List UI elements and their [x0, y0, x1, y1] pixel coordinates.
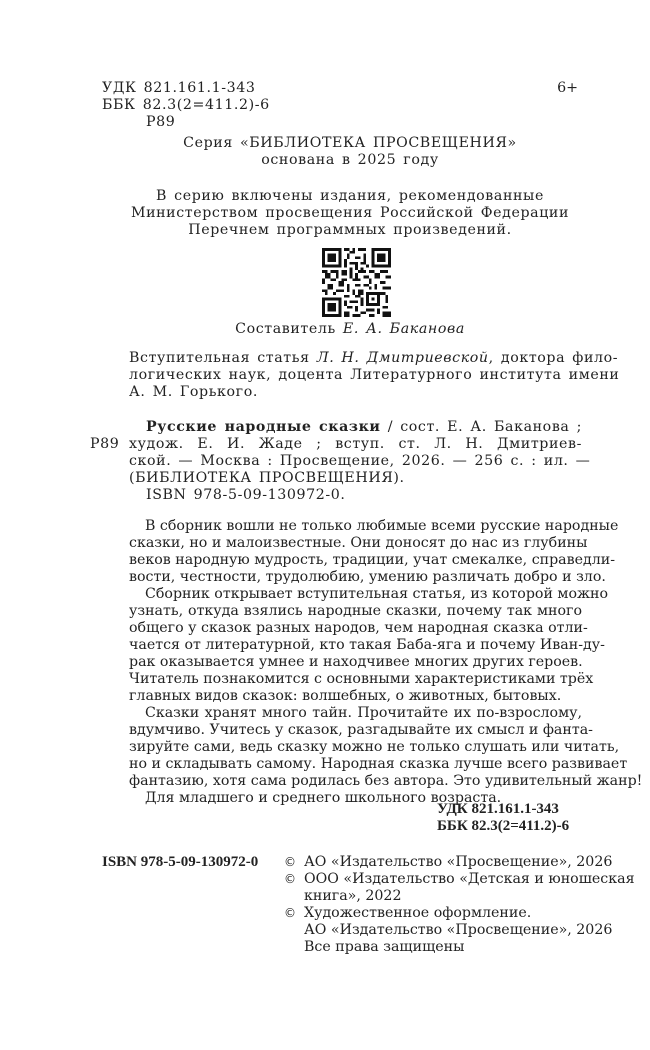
- biblio-line: / сост. Е. А. Баканова ;: [380, 419, 583, 435]
- series-info: [100, 135, 600, 169]
- author-mark-code: Р89: [90, 436, 120, 452]
- annotation-line: фантазию, хотя сама родилась без автора. Это удивительный жанр!: [129, 773, 643, 789]
- annotation-line: зируйте сами, ведь сказку можно не только слушать или читать,: [129, 739, 620, 755]
- annotation-line: вдумчиво. Учитесь у сказок, разгадывайте их смысл и фанта-: [129, 722, 593, 738]
- copyright-icon: ©: [284, 906, 296, 920]
- qr-code-icon[interactable]: [322, 248, 391, 317]
- biblio-line: ской. — Москва : Просвещение, 2026. — 256 с. : ил. —: [129, 453, 591, 469]
- bbk-code-bold: ББК 82.3(2=411.2)-6: [437, 818, 570, 834]
- annotation-line: В сборник вошли не только любимые всеми русские народные: [145, 518, 619, 534]
- recommendation-line: Министерством просвещения Российской Федерации: [130, 205, 570, 221]
- bibliographic-record: [90, 419, 591, 504]
- compiler-credit: [100, 321, 600, 338]
- annotation-line: Для младшего и среднего школьного возраста.: [145, 790, 502, 806]
- biblio-isbn: ISBN 978-5-09-130972-0.: [146, 487, 346, 503]
- annotation-line: вости, честности, трудолюбию, умению различать добро и зло.: [129, 569, 606, 585]
- copyright-line: АО «Издательство «Просвещение», 2026: [304, 922, 613, 938]
- annotation-line: но и складывать самому. Народная сказка лучше всего развивает: [129, 756, 628, 772]
- annotation-line: Читатель познакомится с основными характеристиками трёх: [129, 671, 594, 687]
- annotation-line: главных видов сказок: волшебных, о животных, бытовых.: [129, 688, 562, 704]
- annotation-line: веков народную мудрость, традиции, учат смекалке, справедли-: [129, 552, 616, 568]
- copyright-line: книга», 2022: [304, 888, 402, 904]
- annotation: [129, 518, 643, 807]
- series-founded: основана в 2025 году: [261, 152, 439, 168]
- intro-author: Л. Н. Дмитриевской: [316, 350, 489, 366]
- classification-codes: [437, 801, 569, 835]
- copyright-block: [284, 854, 635, 956]
- udk-code: УДК 821.161.1-343: [102, 80, 256, 96]
- biblio-line: (БИБЛИОТЕКА ПРОСВЕЩЕНИЯ).: [129, 470, 405, 486]
- copyright-line: ООО «Издательство «Детская и юношеская: [304, 871, 635, 887]
- annotation-line: Сборник открывает вступительная статья, из которой можно: [145, 586, 609, 602]
- compiler-label: Составитель: [235, 321, 336, 337]
- copyright-icon: ©: [284, 872, 296, 886]
- book-title: Русские народные сказки: [146, 419, 381, 435]
- annotation-line: рак оказывается умнее и находчивее многих других героев.: [129, 654, 583, 670]
- copyright-icon: ©: [284, 855, 296, 869]
- all-rights-reserved: Все права защищены: [304, 939, 465, 955]
- author-mark: Р89: [146, 114, 176, 130]
- annotation-line: узнать, откуда взялись народные сказки, почему так много: [129, 603, 582, 619]
- copyright-line: АО «Издательство «Просвещение», 2026: [304, 854, 613, 870]
- series-title: Серия «БИБЛИОТЕКА ПРОСВЕЩЕНИЯ»: [183, 135, 517, 151]
- header-classification: [102, 80, 580, 131]
- recommendation-line: Перечнем программных произведений.: [188, 222, 512, 238]
- recommendation-line: В серию включены издания, рекомендованные: [156, 188, 544, 204]
- isbn: ISBN 978-5-09-130972-0: [102, 854, 259, 870]
- udk-code-bold: УДК 821.161.1-343: [437, 801, 559, 817]
- annotation-line: чается от литературной, кто такая Баба-яга и почему Иван-ду-: [129, 637, 605, 653]
- copyright-line: Художественное оформление.: [304, 905, 532, 921]
- intro-article-credit: [129, 350, 620, 401]
- age-rating: 6+: [557, 80, 578, 96]
- recommendation-note: [100, 188, 600, 239]
- intro-line1-rest: , доктора фило-: [488, 350, 619, 366]
- annotation-line: Сказки хранят много тайн. Прочитайте их по-взрослому,: [145, 705, 582, 721]
- intro-line: логических наук, доцента Литературного института имени: [129, 367, 620, 383]
- bbk-code: ББК 82.3(2=411.2)-6: [102, 97, 270, 113]
- biblio-line: худож. Е. И. Жаде ; вступ. ст. Л. Н. Дмитриев-: [129, 436, 582, 452]
- intro-line: А. М. Горького.: [129, 384, 258, 400]
- compiler-name: Е. А. Баканова: [342, 321, 465, 337]
- annotation-line: сказки, но и малоизвестные. Они доносят до нас из глубины: [129, 535, 588, 551]
- annotation-line: общего у сказок разных народов, чем народная сказка отли-: [129, 620, 588, 636]
- intro-prefix: Вступительная статья: [129, 350, 310, 366]
